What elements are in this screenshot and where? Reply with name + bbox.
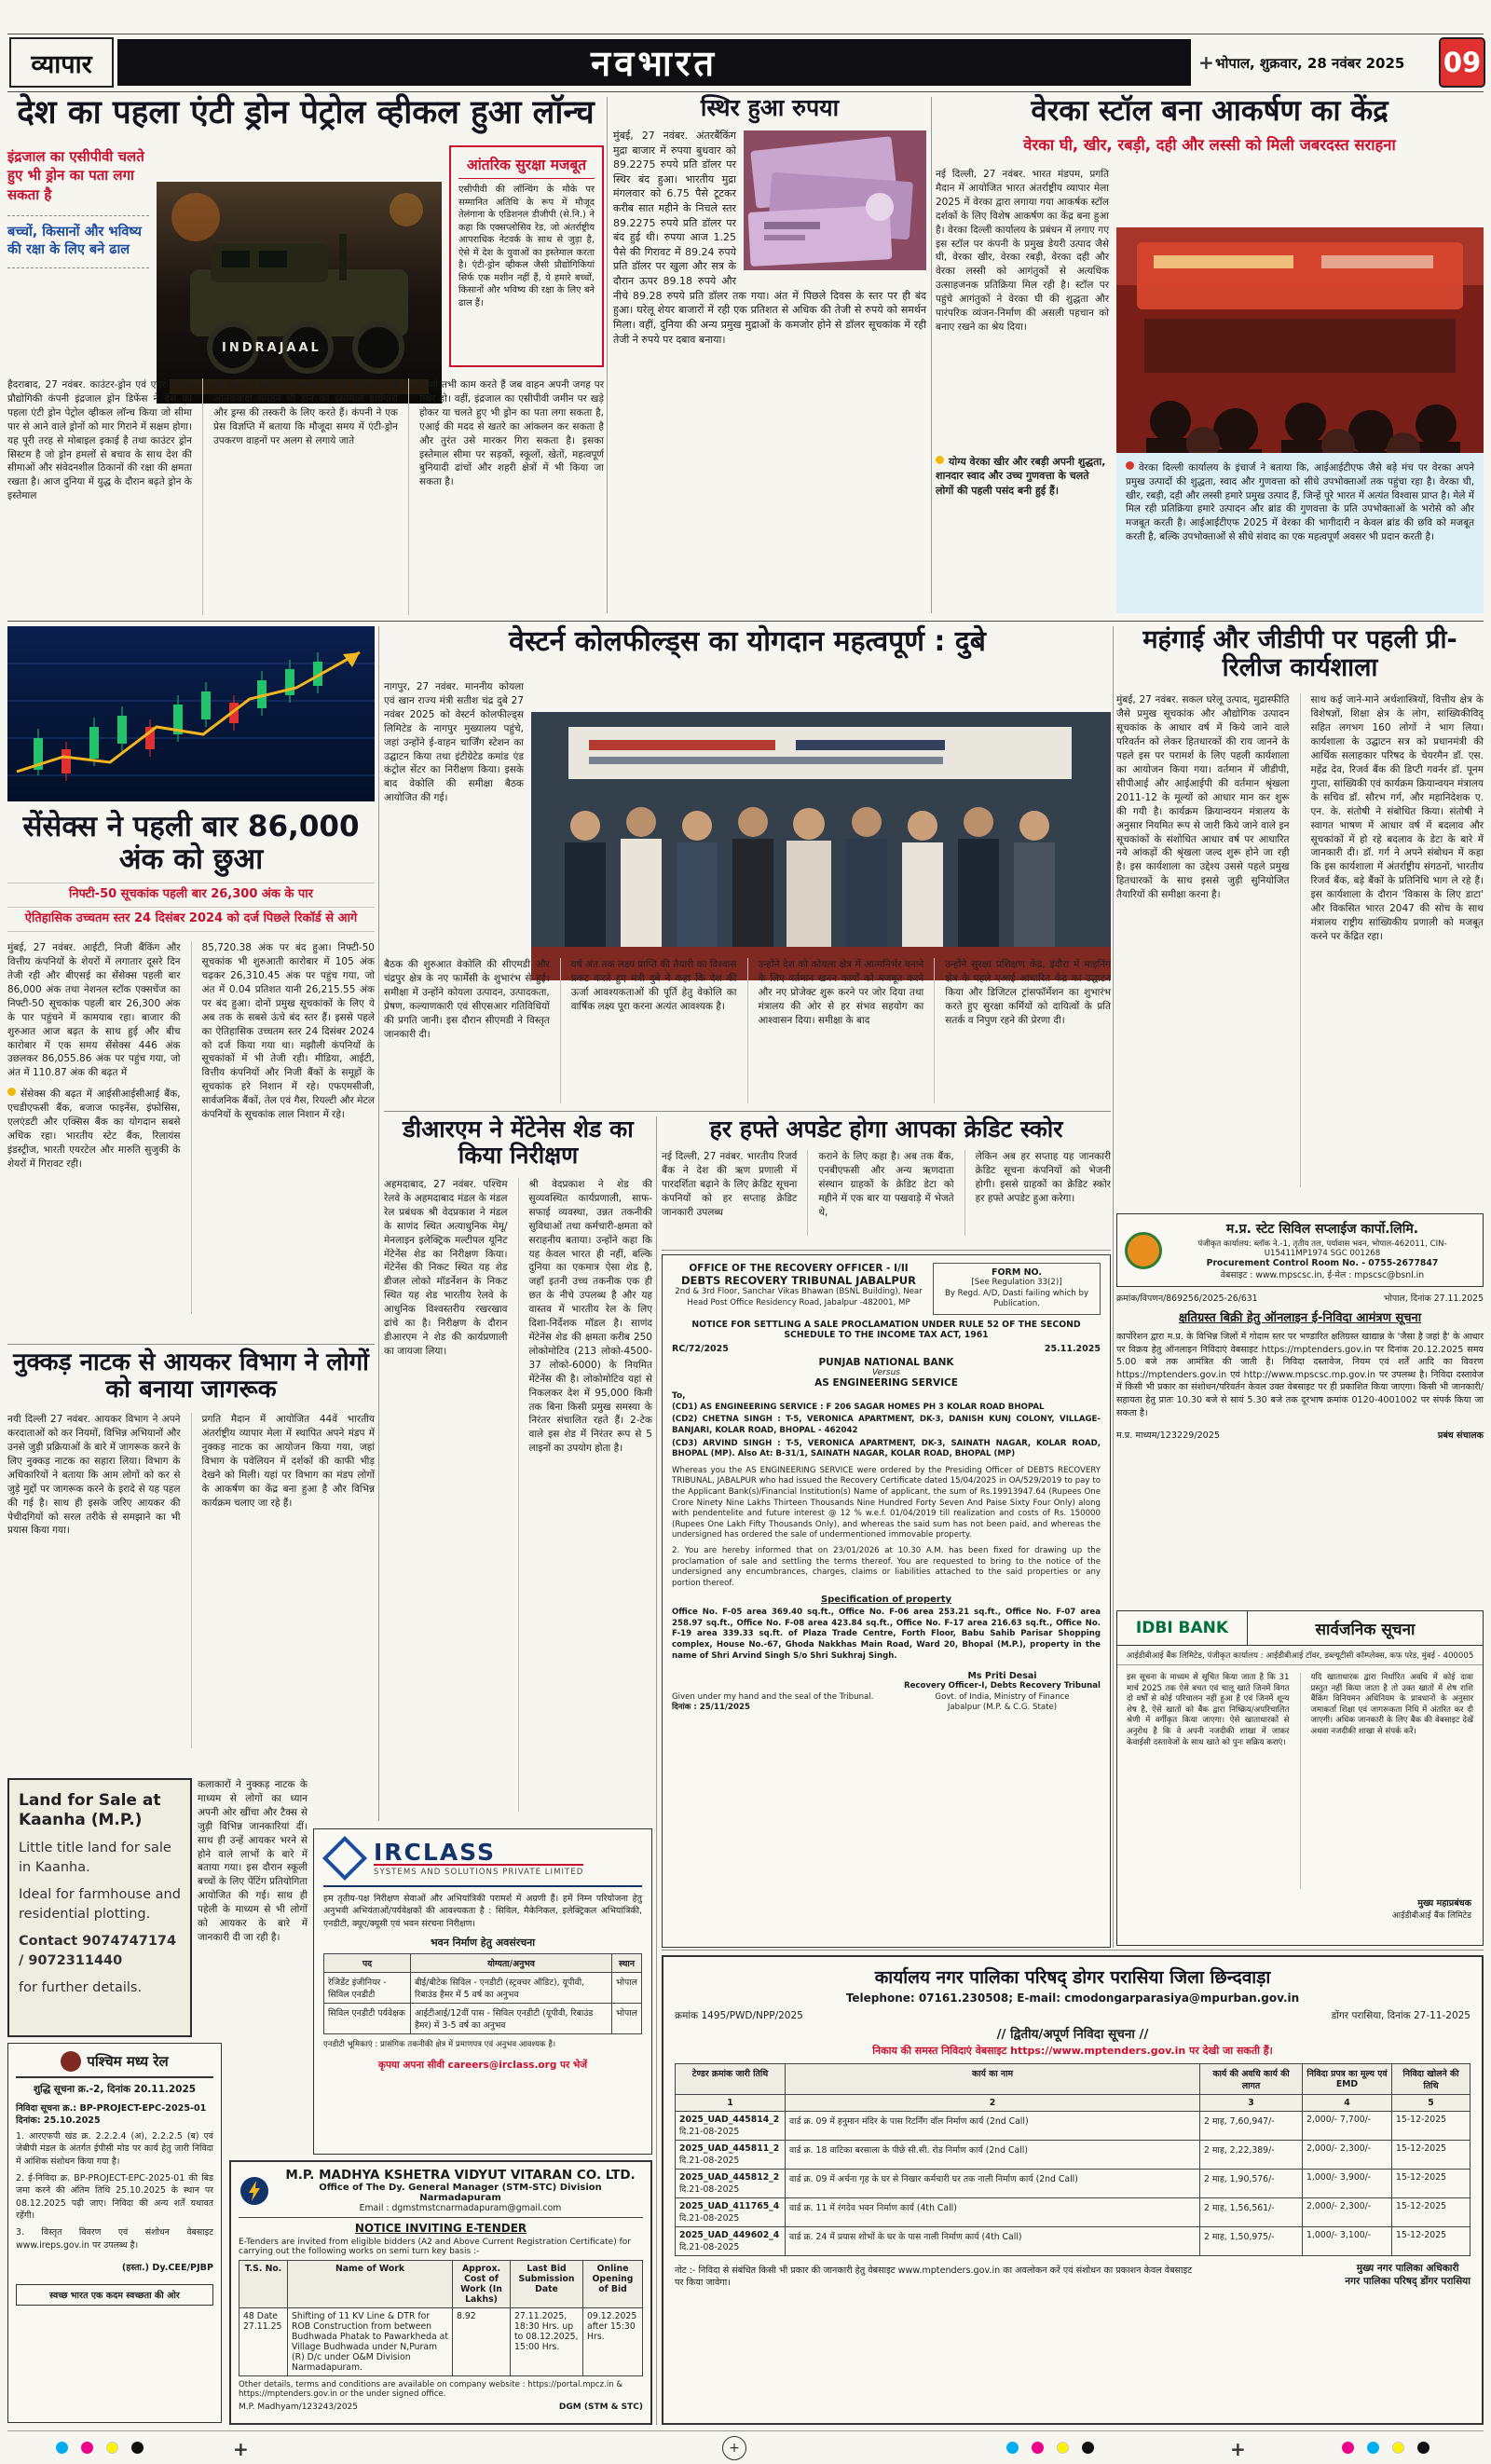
tender-table <box>675 2063 1470 2256</box>
article-body <box>1116 693 1484 1187</box>
notice-number: शुद्धि सूचना क्र.-2, दिनांक 20.11.2025 <box>33 2084 197 2095</box>
article-kicker-block <box>7 147 149 268</box>
index-cell: 5 <box>1392 2095 1470 2112</box>
qualification-cell: बीई/बीटेक सिविल - एनडीटी (स्ट्रक्चर ऑडिट), यूपीवी, रिबाउंड हैमर में 5 वर्ष का अनुभव <box>410 1973 611 2004</box>
tender-date: दि.21-08-2025 <box>679 2242 740 2252</box>
photo-caption <box>936 455 1109 498</box>
email-line: Email : dgmstmstcnarmadapuram@gmail.com <box>359 2203 562 2213</box>
drt-legal-notice <box>662 1254 1111 1948</box>
divider <box>7 2430 1484 2431</box>
divider <box>662 1250 1111 1251</box>
tender-id: 2025_UAD_445812_2 <box>679 2172 780 2183</box>
tender-id: 2025_UAD_445814_2 <box>679 2115 780 2125</box>
land-sale-ad <box>7 1778 192 2037</box>
article-body <box>7 941 375 1314</box>
article-credit-score <box>662 1116 1111 1245</box>
table-header: Approx. Cost of Work (In Lakhs) <box>453 2261 511 2308</box>
table-header: स्थान <box>612 1954 642 1973</box>
irclass-brand-sub: SYSTEMS AND SOLUTIONS PRIVATE LIMITED <box>374 1864 583 1877</box>
table-row <box>676 2112 1470 2141</box>
black-dot-icon <box>131 2442 144 2454</box>
ad-line: Ideal for farmhouse and residential plotting. <box>19 1886 181 1922</box>
divider <box>662 1950 1484 1951</box>
signatory: मुख्य महाप्रबंधक <box>1417 1898 1471 1909</box>
office-address: 2nd & 3rd Floor, Sanchar Vikas Bhawan (BSNL Building), Near Head Post Office Residency Road, Jabalpur -482001, MP <box>675 1287 923 1307</box>
spec-title: Specification of property <box>820 1595 952 1606</box>
notice-title: सार्वजनिक सूचना <box>1315 1620 1416 1639</box>
open-date-cell: 15-12-2025 <box>1392 2227 1470 2256</box>
irclass-logo-icon <box>322 1836 367 1881</box>
mpscsc-logo-icon <box>1125 1232 1162 1269</box>
article-body <box>613 129 926 347</box>
article-headline: वेरका स्टॉल बना आकर्षण का केंद्र <box>1031 94 1388 128</box>
railway-logo-icon <box>61 2051 81 2072</box>
notice-body: कार्पोरेशन द्वारा म.प्र. के विभिन्न जिलों में गोदाम स्तर पर भण्डारित क्षतिग्रस्त खाद्यान्न के 'जैसा है जहां है' के आधार पर विक्रय हेतु ऑनलाइन निविदाएं वेबसाइट https://mptenders.gov.in पर दिनांक 20.12.2025 समय 5.00 बजे तक आमंत्रित की जाती हैं। निविदा दस्तावेज, नियम एवं शर्तें आदि का विवरण https://mptenders.gov.in एवं http://www.mpscsc.mp.gov.in पर उपलब्ध है। निविदा दस्तावेज में किसी भी प्रकार का संशोधन/परिवर्तन केवल उक्त वेबसाइट पर ही प्रकाशित किया जाएगा। किसी भी जानकारी/सहायता हेतु प्रातः 10.30 बजे से सायं 5.30 बजे तक दूरभाष क्रमांक 0120-4001002 पर संपर्क किया जा सकता है। <box>1116 1332 1484 1418</box>
divider <box>7 1344 375 1345</box>
party-defendant: AS ENGINEERING SERVICE <box>814 1376 958 1389</box>
electricity-logo-icon <box>239 2175 270 2207</box>
table-row <box>676 2198 1470 2227</box>
body-column <box>7 941 181 1314</box>
table-row <box>676 2170 1470 2198</box>
registration-plus-icon: + <box>233 2438 249 2460</box>
currency-illustration <box>744 130 926 270</box>
work-name-cell: वार्ड क्र. 18 वाटिका बरसाला के पीछे सी.सी. रोड निर्माण कार्य (2nd Call) <box>786 2141 1200 2170</box>
ref-number: क्रमांक/विपणन/869256/2025-26/631 <box>1116 1294 1258 1304</box>
article-nukkad-natak <box>7 1349 375 1773</box>
article-headline: डीआरएम ने मेंटेनेस शेड का किया निरीक्षण <box>403 1116 634 1169</box>
table-title: भवन निर्माण हेतु अवसंरचना <box>430 1937 536 1950</box>
body-column: 85,720.38 अंक पर बंद हुआ। निफ्टी-50 सूचकांक भी शुरुआती कारोबार में 105 अंक चढ़कर 26,310.45 अंक पर पहुंच गया, जो अंत में 0.04 प्रतिशत यानी 26,215.55 अंक पर बंद हुआ। दोनों प्रमुख सूचकांकों के लिए ये अब तक के सबसे ऊंचे बंद स्तर हैं। इससे पहले का ऐतिहासिक उच्चतम स्तर 24 दिसंबर 2024 को दर्ज किया गया था। मझौली कंपनियों के सूचकांकों में भी तेजी रही। मीडिया, आईटी, वित्तीय कंपनियों और निजी बैंकों के समूहों के सूचकांक हरे निशान में रहे। एफएमसीजी, सार्वजनिक बैंकों, तेल एवं गैस, रियल्टी और मेटल कंपनियों के सूचकांक लाल निशान में रहे। <box>191 941 376 1314</box>
ad-note: एनडीटी भूमिकाएं : प्रासंगिक तकनीकी क्षेत्र में प्रमाणपत्र एवं अनुभव आवश्यक है। <box>323 2040 556 2050</box>
place-date: भोपाल, दिनांक 27.11.2025 <box>1383 1294 1484 1304</box>
notice-paragraph: 3. विस्तृत विवरण एवं संशोधन वेबसाइट www.ireps.gov.in पर उपलब्ध है। <box>16 2227 213 2251</box>
office-line: DEBTS RECOVERY TRIBUNAL JABALPUR <box>681 1274 916 1287</box>
divider <box>384 1111 1111 1112</box>
position-cell: रेजिडेंट इंजीनियर - सिविल एनडीटी <box>324 1973 411 2004</box>
notice-column: इस सूचना के माध्यम से सूचित किया जाता है कि 31 मार्च 2025 तक ऐसे बचत एवं चालू खाते जिनमें विगत दो वर्षों से कोई परिचालन नहीं हुआ है एवं जिनमें शून्य शेष है, ऐसे खातों को बैंक द्वारा निष्क्रिय/अपरिचालित श्रेणी में वर्गीकृत किया जाएगा। ऐसे खाताधारकों से अनुरोध है कि वे अपनी नजदीकी शाखा में जाकर केवाईसी दस्तावेजों के साथ खाते को पुनः सक्रिय कराएं। <box>1127 1673 1290 1747</box>
notice-paragraph: 2. ई-निविदा क्र. BP-PROJECT-EPC-2025-01 की बिड जमा करने की अंतिम तिथि 25.10.2025 के स्थान पर 08.12.2025 पढ़ी जाए। निविदा की अन्य शर्तें यथावत रहेंगी। <box>16 2173 213 2222</box>
location-cell: भोपाल <box>612 1973 642 2004</box>
period-cost-cell: 2 माह, 1,56,561/- <box>1200 2198 1303 2227</box>
ref-number: क्रमांक 1495/PWD/NPP/2025 <box>675 2010 803 2021</box>
article-headline: नुक्कड़ नाटक से आयकर विभाग ने लोगों को बनाया जागरूक <box>13 1348 369 1404</box>
article-wcl-dube <box>384 626 1111 1109</box>
tender-table <box>239 2260 643 2376</box>
body-column: नागपुर, 27 नवंबर. माननीय कोयला एवं खान राज्य मंत्री सतीश चंद्र दुबे 27 नवंबर 2025 को वेस्टर्न कोलफील्ड्स लिमिटेड के नागपुर मुख्यालय पहुंचे, जहां उन्होंने ई-वाहन चार्जिंग स्टेशन का उद्घाटन किया तथा इंटीग्रेटेड कमांड एंड कंट्रोल सेंटर का निरीक्षण किया। इसके बाद वेकोलि की समीक्षा बैठक आयोजित की गई। <box>384 681 524 804</box>
idbi-public-notice <box>1116 1610 1484 1946</box>
fee-emd-cell: 2,000/- 2,300/- <box>1303 2198 1392 2227</box>
article-gdp-workshop <box>1116 626 1484 1210</box>
page-number: 09 <box>1439 37 1485 88</box>
work-name-cell: वार्ड क्र. 11 में रंगदेव भवन निर्माण कार्य (4th Call) <box>786 2198 1200 2227</box>
index-row <box>676 2095 1470 2112</box>
office-title: कार्यालय नगर पालिका परिषद् डोगर परासिया जिला छिन्दवाड़ा <box>874 1967 1271 1988</box>
org-website: वेबसाइट : www.mpscsc.in, ई-मेल : mpscsc@bsnl.in <box>1220 1270 1425 1280</box>
article-body <box>384 1178 652 1812</box>
index-cell: 3 <box>1200 2095 1303 2112</box>
drone-vehicle-photo <box>157 182 442 404</box>
yellow-dot-icon <box>106 2442 118 2454</box>
ad-footer: for further details. <box>19 1979 143 1995</box>
body-column: नयी दिल्ली 27 नवंबर. आयकर विभाग ने अपने करदाताओं को कर नियमों, विभिन्न अभियानों और उनसे जुड़ी प्रक्रियाओं के बारे में जागरूक करने के लिए नुक्कड़ नाटक का सहारा लिया। विभाग के अधिकारियों ने बताया कि आम लोगों को कर से जुड़े मुद्दों पर जागरूक करने के इरादे से यह पहल की गई है। साथ ही इसके जरिए आयकर की पेचीदगियों को सरल तरीके से समझाने का भी प्रयास किया गया। <box>7 1414 181 1537</box>
notice-paragraph: 2. You are hereby informed that on 23/01/2026 at 10.30 A.M. has been fixed for drawing up the proclamation of sale and settling the terms thereof. You are requested to bring to the notice of the undersigned any encumbrances, charges, claims or liabilities attached to the said properties or any portion thereof. <box>672 1545 1101 1588</box>
table-header: निविदा खोलने की तिथि <box>1392 2064 1470 2095</box>
body-column: श्री वेदप्रकाश ने शेड की सुव्यवस्थित कार्यप्रणाली, साफ-सफाई व्यवस्था, उन्नत तकनीकी सुविधाओं तथा कर्मचारी-क्षमता को सराहनीय बताया। उन्होंने कहा कि यह केवल भारत ही नहीं, बल्कि दुनिया का एकमात्र ऐसा शेड है, जहाँ इतनी उच्च तकनीक एक ही छत के नीचे उपलब्ध है और यह वास्तव में भारतीय रेल के लिए दिशा-निर्देशक मॉडल है। साणंद मेंटेनेंस शेड की क्षमता करीब 250 लोकोमोटिव (213 लोको-4500-37 लोको-6000) के नियमित मेंटेनेंस की है। लोकोमोटिव यहां से निकलकर देश में 95,000 किमी तक बिना किसी प्रमुख समस्या के निरंतर संचालित रहते हैं। 2-टेक वाले इस शेड में निरंतर रूप से 5 लाइनों का उपयोग होता है। <box>518 1178 653 1812</box>
article-verka-stall <box>936 95 1484 615</box>
bullet-point: बच्चों, किसानों और भविष्य की रक्षा के लिए बने ढाल <box>7 215 149 268</box>
table-header: कार्य की अवधि कार्य की लागत <box>1200 2064 1303 2095</box>
open-date-cell: 15-12-2025 <box>1392 2112 1470 2141</box>
box-body: एसीपीवी की लॉन्चिंग के मौके पर सम्मानित अतिथि के रूप में मौजूद तेलंगाना के एडिशनल डीजीपी (से.नि.) ने कहा कि एक्सप्लोसिव रेड, जो अंतर्राष्ट्रीय आपराधिक नेटवर्क के साथ से जुड़ा है, ऐसे में देश के युवाओं का इस्तेमाल करता है। एंटी-ड्रोन व्हीकल जैसी प्रौद्योगिकियां सिर्फ एक मशीन नहीं हैं, ये हमारे बच्चों, किसानों और भविष्य की रक्षा के लिए बने ढाल हैं। <box>458 185 595 308</box>
swachh-bharat-tagline: स्वच्छ भारत एक कदम स्वच्छता की ओर <box>16 2284 213 2306</box>
quote-bullet-icon <box>1126 461 1134 470</box>
article-headline: देश का पहला एंटी ड्रोन पेट्रोल व्हीकल हुआ लॉन्च <box>17 94 595 131</box>
table-header: Name of Work <box>288 2261 453 2308</box>
tender-date: दि.21-08-2025 <box>679 2156 740 2166</box>
yellow-dot-icon <box>1057 2442 1069 2454</box>
notice-paragraph: 1. आरएफपी खंड क्र. 2.2.2.4 (अ), 2.2.2.5 (ब) एवं जेबीपी मंडल के अंतर्गत ईपीसी मोड पर कार्य हेतु जारी निविदा में आंशिक संशोधन किया गया है। <box>16 2131 213 2167</box>
form-regulation: [See Regulation 33(2)] <box>971 1278 1062 1287</box>
party-applicant: PUNJAB NATIONAL BANK <box>818 1356 954 1368</box>
period-cost-cell: 2 माह, 1,90,576/- <box>1200 2170 1303 2198</box>
tender-id: 2025_UAD_445811_2 <box>679 2143 780 2154</box>
qualification-cell: आईटीआई/12वीं पास - सिविल एनडीटी (यूपीवी, रिबाउंड हैमर) में 3-5 वर्ष का अनुभव <box>410 2004 611 2034</box>
nagar-palika-tender-notice <box>662 1955 1484 2425</box>
work-name-cell: वार्ड क्र. 24 में प्रयास शोभों के घर के पास नाली निर्माण कार्य (4th Call) <box>786 2227 1200 2256</box>
registration-plus-icon: + <box>1230 2438 1246 2460</box>
column-divider <box>378 626 379 1821</box>
table-header: टेण्डर क्रमांक जारी तिथि <box>676 2064 786 2095</box>
quote-text: वेरका दिल्ली कार्यालय के इंचार्ज ने बताया कि, आईआईटीएफ जैसे बड़े मंच पर वेरका अपने प्रमुख उत्पादों की शुद्धता, स्वाद और गुणवत्ता को सीधे उपभोक्ताओं तक पहुंचा रहा है। वेरका घी, खीर, रबड़ी, दही और लस्सी हमारे प्रमुख उत्पाद हैं, जिन्हें पूरे भारत में अत्यंत विश्वास प्राप्त है। मेले में मिल रही प्रतिक्रिया हमारे उत्पादन और ब्रांड की गुणवत्ता के प्रति उपभोक्ताओं के भरोसे को और मजबूत करती है। आईआईटीएफ 2025 में वेरका की भागीदारी न केवल ब्रांड की छवि को मजबूत करती है, बल्कि उपभोक्ताओं से सीधे संवाद का एक महत्वपूर्ण अवसर भी प्रदान करती है। <box>1126 462 1474 542</box>
registration-plus-icon: + <box>1198 51 1214 74</box>
caption-bullet-icon <box>936 456 944 464</box>
registration-target-icon: + <box>722 2436 746 2460</box>
signer-name: Ms Priti Desai <box>967 1671 1037 1682</box>
column-divider <box>607 97 608 613</box>
magenta-dot-icon <box>1032 2442 1044 2454</box>
article-drm-inspection <box>384 1116 652 1821</box>
body-paragraph: मुंबई, 27 नवंबर. आईटी, निजी बैंकिंग और वित्तीय कंपनियों के शेयरों में लगातार दूसरे दिन तेजी रही और बीएसई का सेंसेक्स पहली बार 86,000 अंक तथा नेशनल स्टॉक एक्सचेंज का निफ्टी-50 सूचकांक पहली बार 26,300 अंक के पार पहुंचने में कामयाब रहा। बाजार की शुरुआत आज बढ़त के साथ हुई और बीच कारोबार में एक समय सेंसेक्स 446 अंक उछलकर 86,055.86 अंक पर पहुंच गया, जो अंत में 110.87 अंक की बढ़त में <box>7 942 181 1079</box>
table-header: Online Opening of Bid <box>583 2261 643 2308</box>
madhyam-ref: म.प्र. माध्यम/123229/2025 <box>1116 1430 1220 1442</box>
kicker-line: निफ्टी-50 सूचकांक पहली बार 26,300 अंक के पार <box>7 883 375 908</box>
notice-title: NOTICE INVITING E-TENDER <box>354 2222 527 2235</box>
divider <box>7 621 1484 622</box>
telephone-line: Telephone: 07161.230508; E-mail: cmodongarparasiya@mpurban.gov.in <box>845 1992 1300 2005</box>
index-cell: 4 <box>1303 2095 1392 2112</box>
color-registration-marks <box>1006 2440 1102 2457</box>
column-divider <box>931 97 932 613</box>
body-column: हैं जो तभी काम करते हैं जब वाहन अपनी जगह पर स्थिर हो। वहीं, इंद्रजाल का एसीपीवी जमीन पर खड़े होकर या चलते हुए भी ड्रोन का पता लगा सकता है, एआई की मदद से खतरे का आंकलन कर सकता है और तुरंत उसे मारकर गिरा सकता है। इसका इस्तेमाल सीमा पर सड़कों, स्कूलों, खेतों, महत्वपूर्ण बुनियादी ढांचों और शहरी क्षेत्रों में भी किया जा सकता है। <box>408 378 604 615</box>
article-body <box>7 1413 375 1748</box>
article-headline: स्थिर हुआ रुपया <box>700 94 840 121</box>
org-name: M.P. MADHYA KSHETRA VIDYUT VITARAN CO. LTD. <box>285 2168 636 2183</box>
cd2-party: (CD2) CHETNA SINGH : T-5, VERONICA APARTMENT, DK-3, DANISH KUNJ COLONY, VILLAGE-BANJARI, KOLAR ROAD, BHOPAL - 462042 <box>672 1415 1101 1435</box>
cost-cell: 8.92 <box>453 2308 511 2376</box>
form-note: By Regd. A/D, Dasti failing which by Publication. <box>944 1288 1089 1309</box>
irclass-brand: IRCLASS <box>374 1838 497 1866</box>
location-cell: भोपाल <box>612 2004 642 2034</box>
table-header: T.S. No. <box>239 2261 288 2308</box>
body-column: को ध्यान में रखते हुए बनाया गया है। सीमा पार से आतंकवादी संगठन भी ड्रोन का इस्तेमाल हथियारों और ड्रग्स की तस्करी के लिए करते हैं। कंपनी ने एक प्रेस विज्ञप्ति में बताया कि मौजूदा समय में एंटी-ड्रोन उपकरण वाहनों पर अलग से लगाये जाते <box>202 378 398 615</box>
stock-market-graphic <box>7 626 375 801</box>
article-subhead: वेरका घी, खीर, रबड़ी, दही और लस्सी को मिली जबरदस्त सराहना <box>1023 135 1396 154</box>
last-bid-cell: 27.11.2025, 18:30 Hrs. up to 08.12.2025, 15:00 Hrs. <box>511 2308 583 2376</box>
table-row <box>676 2141 1470 2170</box>
form-no-label: FORM NO. <box>991 1267 1043 1278</box>
open-date-cell: 15-12-2025 <box>1392 2198 1470 2227</box>
black-dot-icon <box>1417 2442 1429 2454</box>
body-column: अहमदाबाद, 27 नवंबर. पश्चिम रेलवे के अहमदाबाद मंडल के मंडल रेल प्रबंधक श्री वेदप्रकाश ने मंडल के साणंद स्थित अत्याधुनिक मेमू/मेनलाइन इलेक्ट्रिक मल्टीपल यूनिट मेंटेनेंस शेड का निरीक्षण किया। मेंटेनेंस की निकट स्थित यह शेड डीजल लोको मॉडर्नेशन के निकट स्थित यह शेड भारतीय रेलवे के आधुनिक विश्वस्तरीय रखरखाव ढांचे का है। निरीक्षण के दौरान डीआरएम ने शेड की कार्यप्रणाली का जायजा लिया। <box>384 1179 508 1357</box>
box-title: आंतरिक सुरक्षा मजबूत <box>458 154 595 179</box>
idbi-logo: IDBI BANK <box>1135 1619 1229 1637</box>
notice-date: 25.11.2025 <box>1044 1343 1101 1354</box>
article-body <box>7 378 604 615</box>
highlight-bullet-icon <box>7 1088 16 1096</box>
table-row <box>239 2308 643 2376</box>
magenta-dot-icon <box>1342 2442 1354 2454</box>
rc-number: RC/72/2025 <box>672 1343 729 1354</box>
table-row <box>324 1973 642 2004</box>
body-column: लेकिन अब हर सप्ताह यह जानकारी क्रेडिट सूचना कंपनियों को भेजनी होगी। इससे ग्राहकों का क्रेडिट स्कोर हर हफ्ते अपडेट हुआ करेगा। <box>964 1150 1111 1236</box>
table-row <box>324 2004 642 2034</box>
ad-contact: Contact 9074747174 / 9072311440 <box>19 1933 177 1968</box>
masthead <box>117 39 1191 86</box>
article-headline: हर हफ्ते अपडेट होगा आपका क्रेडिट स्कोर <box>709 1116 1063 1143</box>
closing-line: Given under my hand and the seal of the Tribunal. <box>672 1691 874 1702</box>
drone-vehicle-illustration <box>157 182 442 404</box>
fee-emd-cell: 2,000/- 7,700/- <box>1303 2112 1392 2141</box>
body-column: हैदराबाद, 27 नवंबर. काउंटर-ड्रोन एवं एयर डिफेंस प्रौद्योगिकी कंपनी इंद्रजाल ड्रोन डिफेंस ने देश का पहला एंटी ड्रोन पेट्रोल व्हीकल लॉन्च किया जो सीमा पार से आने वाले ड्रोनों को मार गिराने में सक्षम होगा। यह पूरी तरह से मोबाइल इकाई है तथा काउंटर ड्रोन सिस्टम है जो ड्रोन हमलों से बचाव के साथ देश की सीमाओं और संवेदनशील ठिकानों की रक्षा की क्षमता रखता है। आज दुनिया में युद्ध के दौरान बढ़ते ड्रोन के इस्तेमाल <box>7 379 192 502</box>
group-photo-illustration <box>531 712 1111 980</box>
ad-title: Land for Sale at Kaanha (M.P.) <box>19 1791 161 1830</box>
section-label-text: व्यापार <box>31 49 92 79</box>
notice-title: // द्वितीय/अपूर्ण निविदा सूचना // <box>996 2027 1149 2042</box>
place-date: डोंगर परासिया, दिनांक 27-11-2025 <box>1331 2010 1470 2021</box>
position-cell: सिविल एनडीटी पर्यवेक्षक <box>324 2004 411 2034</box>
note-line: नोट :- निविदा से संबंधित किसी भी प्रकार की जानकारी हेतु वेबसाइट www.mptenders.gov.in का अवलोकन करें एवं संशोधन का प्रकाशन केवल वेबसाइट पर किया जावेगा। <box>675 2266 1193 2288</box>
signer-title: Recovery Officer-I, Debts Recovery Tribunal <box>903 1681 1101 1691</box>
notice-column: यदि खाताधारक द्वारा निर्धारित अवधि में कोई दावा प्रस्तुत नहीं किया जाता है तो उक्त खातों में शेष राशि बैंकिंग विनियमन अधिनियम के प्रावधानों के अनुसार जमाकर्ता शिक्षा एवं जागरूकता निधि में अंतरित कर दी जाएगी। अधिक जानकारी के लिए बैंक की वेबसाइट देखें अथवा नजदीकी शाखा से संपर्क करें। <box>1300 1673 1474 1889</box>
article-headline: महंगाई और जीडीपी पर पहली प्री-रिलीज कार्यशाला <box>1142 625 1457 683</box>
article-headline: वेस्टर्न कोलफील्ड्स का योगदान महत्वपूर्ण : दुबे <box>509 625 986 658</box>
body-column: उन्होंने देश को कोयला क्षेत्र में आत्मनिर्भर बनाने के लिए वर्तमान खनन कार्यों को मजबूत करने और नए प्रोजेक्ट शुरू करने पर जोर दिया तथा मंत्रालय की ओर से हर संभव सहयोग का आश्वासन दिया। समीक्षा के बाद <box>747 958 924 1103</box>
irclass-recruitment-ad <box>313 1828 652 2155</box>
index-cell: 1 <box>676 2095 786 2112</box>
positions-table <box>323 1953 642 2034</box>
property-spec: Office No. F-05 area 369.40 sq.ft., Office No. F-06 area 253.21 sq.ft., Office No. F-07 area 258.97 sq.ft., Office No. F-08 area 423.84 sq.ft., Office No. F-17 area 216.63 sq.ft., Office No. F-19 area 339.33 sq.ft. of Plaza Trade Centre, Forth Floor, Babu Sahib Parisar Shopping complex, House No.-67, Ghoda Nakkhas Main Road, Ward 20, Bhopal (M.P.), property in the name of Shri Arvind Singh S/o Shri Sukhraj Singh. <box>672 1608 1101 1661</box>
ad-line: Little title land for sale in Kaanha. <box>19 1840 171 1875</box>
wcl-group-photo <box>531 712 1111 980</box>
table-header: पद <box>324 1954 411 1973</box>
work-name-cell: वार्ड क्र. 09 में हनुमान मंदिर के पास रिटर्निंग वॉल निर्माण कार्य (2nd Call) <box>786 2112 1200 2141</box>
period-cost-cell: 2 माह, 2,22,389/- <box>1200 2141 1303 2170</box>
body-column: वर्ष अंत तक लक्ष्य प्राप्ति की तैयारी का विश्वास प्रकट करते हुए मंत्री दुबे ने कहा कि देश की ऊर्जा आवश्यकताओं की पूर्ति हेतु वेकोलि का वार्षिक लक्ष्य पूरा करना अत्यंत आवश्यक है। <box>560 958 737 1103</box>
body-column: उन्होंने सुरक्षा प्रशिक्षण केंद्र, इंदौरा में माइनिंग क्षेत्र के पहले एआई आधारित केंद्र का उद्घाटन किया और डिजिटल ट्रांसफॉर्मेशन का शुभारंभ करते हुए सुरक्षा कर्मियों को दायित्वों के प्रति सतर्क व निपुण रहने की प्रेरणा दी। <box>934 958 1111 1103</box>
table-header: Last Bid Submission Date <box>511 2261 583 2308</box>
work-cell: Shifting of 11 KV Line & DTR for ROB Construction from between Budhwada Phatak to Pawarkheda at Village Budhwada under N,Puram (R) D/c under O&M Division Narmadapuram. <box>288 2308 453 2376</box>
cd1-party: (CD1) AS ENGINEERING SERVICE : F 206 SAGAR HOMES PH 3 KOLAR ROAD BHOPAL <box>672 1402 1045 1412</box>
bank-address: आईडीबीआई बैंक लिमिटेड, पंजीकृत कार्यालय : आईडीबीआई टॉवर, डब्ल्यूटीसी कॉम्प्लेक्स, कफ परेड, मुंबई - 400005 <box>1117 1646 1483 1665</box>
tender-id: 2025_UAD_449602_4 <box>679 2230 780 2240</box>
currency-notes-photo <box>744 130 926 270</box>
notice-title: NOTICE FOR SETTLING A SALE PROCLAMATION UNDER RULE 52 OF THE SECOND SCHEDULE TO THE INCOME TAX ACT, 1961 <box>691 1319 1081 1340</box>
article-body <box>662 1150 1111 1236</box>
open-date-cell: 15-12-2025 <box>1392 2170 1470 2198</box>
tender-date: दि.21-08-2025 <box>679 2184 740 2195</box>
article-continuation-column: कलाकारों ने नुक्कड़ नाटक के माध्यम से लोगों का ध्यान अपनी ओर खींचा और टैक्स से जुड़ी विभिन्न जानकारियां दीं। साथ ही उन्हें आयकर भरने से होने वाले लाभों के बारे में बताया गया। इस दौरान स्कूली बच्चों के लिए पेंटिंग प्रतियोगिता आयोजित की गई। साथ ही पहेली के माध्यम से भी लोगों को आयकर के बारे में जानकारी दी जा रही है। <box>198 1779 308 1943</box>
table-header: योग्यता/अनुभव <box>410 1954 611 1973</box>
body-paragraph: मुंबई, 27 नवंबर. अंतरबैंकिंग मुद्रा बाजार में रुपया बुधवार को 89.2275 रुपये प्रति डॉलर पर स्थिर बंद हुआ। भारतीय मुद्रा मंगलवार को 6.75 पैसे टूटकर करीब सात महीने के निचले स्तर 89.2275 रुपये प्रति डॉलर पर बंद हुई थी। रुपया आज 1.25 पैसे की गिरावट में 89.24 रुपये प्रति डॉलर पर खुला और सत्र के दौरान ऊपर 89.18 रुपये और नीचे 89.28 रुपये प्रति डॉलर तक गया। अंत में पिछले दिवस के स्तर पर ही बंद हुआ। घरेलू शेयर बाजारों में रही एक प्रतिशत से अधिक की तेजी से रुपये को समर्थन मिला। वहीं, दुनिया की अन्य प्रमुख मुद्राओं के कमजोर होने से डॉलर सूचकांक में रही तेजी ने रुपये पर दबाव बनाया। <box>613 130 926 346</box>
madhyam-ref: M.P. Madhyam/123243/2025 <box>239 2402 359 2412</box>
period-cost-cell: 2 माह, 1,50,975/- <box>1200 2227 1303 2256</box>
table-row <box>676 2227 1470 2256</box>
fee-emd-cell: 1,000/- 3,100/- <box>1303 2227 1392 2256</box>
ts-no-cell: 48 Date 27.11.25 <box>239 2308 288 2376</box>
signatory: (हस्ता.) Dy.CEE/PJBP <box>121 2263 213 2274</box>
org-name: म.प्र. स्टेट सिविल सप्लाईज कार्पो.लिमि. <box>1225 1222 1419 1237</box>
table-header: निविदा प्रपत्र का मूल्य एवं EMD <box>1303 2064 1392 2095</box>
wcr-tender-notice <box>7 2043 222 2423</box>
notice-paragraph: Whereas you the AS ENGINEERING SERVICE were ordered by the Presiding Officer of DEBTS RECOVERY TRIBUNAL, JABALPUR who had issued the Recovery Certificate dated 15/04/2025 in OA/529/2019 to pay to the Applicant Bank(s)/Financial Institution(s) Name of applicant, the sum of Rs.19913947.64 (Rupees One Crore Ninety Nine Lakhs Thirteen Thousands Nine Hundred Forty Seven And Paise Sixty Four Only) along with pendentelite and future interest @ 12 % w.e.f. 01/04/2019 till realization and costs of Rs. 150000 (Rupees One Lakh Fifty Thousands Only), and whereas the said sum has not been paid, and whereas the undersigned has ordered the sale of undermentioned immovable property. <box>672 1465 1101 1540</box>
fee-emd-cell: 2,000/- 2,300/- <box>1303 2141 1392 2170</box>
kicker-line: ऐतिहासिक उच्चतम स्तर 24 दिसंबर 2024 को दर्ज पिछले रिकॉर्ड से आगे <box>7 908 375 932</box>
caption-text: योग्य वेरका खीर और रबड़ी अपनी शुद्धता, शानदार स्वाद और उच्च गुणवत्ता के चलते लोगों की पहली पसंद बनी हुई हैं। <box>936 456 1106 497</box>
website-line: निकाय की समस्त निविदाएं वेबसाइट https://www.mptenders.gov.in पर देखी जा सकती हैं। <box>872 2045 1273 2057</box>
color-registration-marks <box>56 2440 152 2457</box>
org-address: पंजीकृत कार्यालय: ब्लॉक ने.-1, तृतीय तल, पर्यावास भवन, भोपाल-462011, CIN-U15411MP1974 SGC 001268 <box>1197 1239 1447 1258</box>
table-header: कार्य का नाम <box>786 2064 1200 2095</box>
cyan-dot-icon <box>1006 2442 1019 2454</box>
article-drone-launch <box>7 95 604 617</box>
tender-id: 2025_UAD_411765_4 <box>679 2201 780 2211</box>
article-sensex-record <box>7 626 375 1342</box>
black-dot-icon <box>1082 2442 1094 2454</box>
mpmkv-etender-notice <box>229 2160 652 2425</box>
body-column: साथ कई जा​ने-माने अर्थशास्त्रियों, वित्तीय क्षेत्र के विशेषज्ञों, शिक्षा क्षेत्र के लोग, सांख्यिकीविद् सहित लगभग 160 लोगों ने भाग लिया। कार्यशाला के उद्घाटन सत्र को प्रधानमंत्री की आर्थिक सलाहकार परिषद के चेयरमैन डॉ. एस. महेंद्र देव, रिजर्व बैंक की डिप्टी गवर्नर डॉ. पूनम गुप्ता, सांख्यिकी एवं कार्यक्रम क्रियान्वयन मंत्रालय के सचिव डॉ. सौरभ गर्ग, और महानिदेशक ए. एन. के. संतोषी ने संबोधित किया। संतोषी ने स्वागत भाषण में आधार वर्ष में बदलाव और सूचकांकों में हो रहे बदलाव के डेटा के बारे में जानकारी दी। डॉ. गर्ग ने अपने संबोधन में कहा कि इस कार्यशाला में अंतर्राष्ट्रीय संगठनों, भारतीय रिजर्व बैंक, बड़े बैंकों के प्रतिनिधि भाग ले रहे हैं। इस कार्यशाला के दौरान 'विकास के लिए डाटा' और विकसित भारत 2047 की सोच के साथ मंत्रालय राष्ट्रीय सांख्यिकीय प्रणाली को मजबूत करने पर केंद्रित रहा। <box>1300 693 1484 1187</box>
vehicle-brand-text: INDRAJAAL <box>222 341 321 356</box>
to-label: To, <box>672 1390 686 1401</box>
signatory-org: आईडीबीआई बैंक लिमिटेड <box>1391 1911 1471 1921</box>
signatory: DGM (STM & STC) <box>558 2402 643 2412</box>
tender-ref: निविदा सूचना क्र.: BP-PROJECT-EPC-2025-01 दिनांक: 25.10.2025 <box>16 2103 207 2126</box>
color-registration-marks <box>1342 2440 1438 2457</box>
article-headline: सेंसेक्स ने पहली बार 86,000 अंक को छुआ <box>22 810 360 876</box>
ad-email-line: कृपया अपना सीवी careers@irclass.org पर भेजें <box>377 2059 588 2071</box>
notice-intro: E-Tenders are invited from eligible bidders (A2 and Above Current Registration Certificate) for carrying out the following works on semi turn key basis :- <box>239 2238 631 2256</box>
magenta-dot-icon <box>81 2442 93 2454</box>
dateline: भोपाल, शुक्रवार, 28 नवंबर 2025 <box>1215 55 1405 72</box>
divider <box>7 91 1484 92</box>
fee-emd-cell: 1,000/- 3,900/- <box>1303 2170 1392 2198</box>
body-column: बैठक की शुरुआत वेकोलि की सीएमडी और चंद्रपुर क्षेत्र के नए फार्मेसी के शुभारंभ से हुई। समीक्षा में उन्होंने कोयला उत्पादन, उत्पादकता, प्रेषण, कल्याणकारी एवं सीएसआर गतिविधियों की प्रगति जानी। इस दौरान सीएमडी ने विस्तृत जानकारी दी। <box>384 959 550 1040</box>
highlight-paragraph <box>7 1088 181 1170</box>
versus-label: Versus <box>872 1367 900 1377</box>
body-column: नई दिल्ली, 27 नवंबर. भारतीय रिजर्व बैंक ने देश की ऋण प्रणाली में पारदर्शिता बढ़ाने के लिए क्रेडिट सूचना कंपनियों को हर सप्ताह क्रेडिट जानकारी उपलब्ध <box>662 1151 798 1218</box>
masthead-text: नवभारत <box>591 43 718 84</box>
notice-title: क्षतिग्रस्त बिक्री हेतु ऑनलाइन ई-निविदा आमंत्रण सूचना <box>1178 1311 1422 1325</box>
period-cost-cell: 2 माह, 7,60,947/- <box>1200 2112 1303 2141</box>
opening-cell: 09.12.2025 after 15:30 Hrs. <box>583 2308 643 2376</box>
cyan-dot-icon <box>56 2442 68 2454</box>
yellow-dot-icon <box>1392 2442 1404 2454</box>
cd3-party: (CD3) ARVIND SINGH : T-5, VERONICA APARTMENT, DK-3, SAINATH NAGAR, KOLAR ROAD, BHOPAL (MP). Also At: B-31/1, SAINATH NAGAR, KOLAR ROAD, BHOPAL (MP) <box>672 1438 1101 1459</box>
org-name: पश्चिम मध्य रेल <box>87 2053 169 2070</box>
tender-date: दि.21-08-2025 <box>679 2127 740 2137</box>
control-room-line: Procurement Control Room No. - 0755-2677847 <box>1206 1258 1439 1268</box>
signatory: मुख्य नगर पालिका अधिकारी <box>1356 2263 1459 2274</box>
work-name-cell: वार्ड क्र. 09 में अर्चना गृह के घर से निखार कर्मचारी घर तक नाली निर्माण कार्य (2nd Call) <box>786 2170 1200 2198</box>
article-body <box>384 958 1111 1103</box>
open-date-cell: 15-12-2025 <box>1392 2141 1470 2170</box>
column-divider <box>1113 626 1114 1948</box>
body-column: प्रगति मैदान में आयोजित 44वें भारतीय अंतर्राष्ट्रीय व्यापार मेला में स्थापित अपने मंडप में नुक्कड़ नाटक का आयोजन किया गया, जहां विभाग के पवेलियन में दर्शकों की काफी भीड़ देखने को मिली। यहां पर विभाग का मंडप लोगों के आकर्षण का केंद्र बना हुआ है और विभिन्न कार्यक्रम चलाए जा रहे हैं। <box>191 1413 376 1748</box>
highlight-text: सेंसेक्स की बढ़त में आईसीआईसीआई बैंक, एचडीएफसी बैंक, बजाज फाइनेंस, इंफोसिस, एलएंडटी और एक्सिस बैंक का योगदान सबसे अधिक रहा। भारतीय स्टेट बैंक, रिलायंस इंडस्ट्रीज, भारती एयरटेल और मारुति सुजुकी के शेयरों में गिरावट रही। <box>7 1088 181 1170</box>
signer-title: Jabalpur (M.P. & C.G. State) <box>947 1703 1058 1713</box>
body-column: नई दिल्ली, 27 नवंबर. भारत मंडपम, प्रगति मैदान में आयोजित भारत अंतर्राष्ट्रीय व्यापार मेला 2025 में वेरका द्वारा लगाया गया आकर्षक स्टॉल दर्शकों के लिए विशेष आकर्षण का केंद्र बना हुआ है। वेरका दिल्ली कार्यालय के प्रबंधन में लगाए गए इस स्टॉल पर कंपनी के प्रमुख डेयरी उत्पाद जैसे घी, वेरका खीर, वेरका रबड़ी, वेरका दही और वेरका लस्सी को आगंतुकों से अत्यधिक उत्साहजनक प्रतिक्रिया मिल रही है। स्टॉल पर पहुंचे आगंतुकों ने वेरका घी की शुद्धता और पारंपरिक व्यंजन-निर्माण की असली पहचान को बनाए रखने का श्रेय दिया। <box>936 169 1109 333</box>
mpscsc-tender-notice <box>1116 1213 1484 1605</box>
index-cell: 2 <box>786 2095 1200 2112</box>
office-line: Office of The Dy. General Manager (STM-STC) Division Narmadapuram <box>319 2183 602 2203</box>
body-column: मुंबई, 27 नवंबर. सकल घरेलू उत्पाद, मुद्रास्फीति जैसे प्रमुख सूचकांक और औद्योगिक उत्पादन सूचकांक के आधार वर्ष में किये जाने वाले परिवर्तन को लेकर हितधारकों की राय जानने के पहले इस पर परामर्श के लिए पहली कार्यशाला का आयोजन किया गया। वर्तमान में जीडीपी, सीपीआई और आईआईपी की वर्तमान श्रृंखला 2011-12 के मूल्यों को आधार मान कर शुरू की गयी है। कार्यक्रम क्रियान्वयन मंत्रालय के अनुसार नियमित रूप से जारी किये जाने वाले इन सूचकांकों के संशोधित आधार वर्ष पर आधारित नये आंकड़ों की श्रृंखला जल्द शुरू होने जा रही है। इस कार्यशाला का उद्देश्य उससे पहले प्रमुख हितधारकों के साथ इससे जुड़ी सुनियोजित तैयारियों की समीक्षा करना है। <box>1116 694 1290 901</box>
notice-footer: Other details, terms and conditions are available on company website : https://portal.mpcz.in & https://mptenders.gov.in or the under signed office. <box>239 2380 623 2399</box>
ad-intro: हम तृतीय-पक्ष निरीक्षण सेवाओं और अभियांत्रिकी परामर्श में अग्रणी हैं। हमें निम्न परियोजना हेतु अनुभवी अभियंताओं/पर्यवेक्षकों की आवश्यकता है : सिविल, मैकेनिकल, इलेक्ट्रिकल अभियांत्रिकी, एनडीटी, क्यूए/क्यूसी एवं भवन संरचना निरीक्षण। <box>323 1894 642 1929</box>
section-label <box>9 37 114 88</box>
office-line: OFFICE OF THE RECOVERY OFFICER - I/II <box>689 1263 909 1274</box>
kicker-text: इंद्रजाल का एसीपीवी चलते हुए भी ड्रोन का पता लगा सकता है <box>7 148 144 203</box>
signatory-org: नगर पालिका परिषद् डोंगर परासिया <box>1345 2276 1470 2287</box>
verka-quote-box <box>1116 453 1484 613</box>
article-rupee-stable <box>613 95 926 617</box>
market-chart-illustration <box>7 626 375 801</box>
signer-title: Govt. of India, Ministry of Finance <box>935 1691 1070 1702</box>
signatory: प्रबंध संचालक <box>1437 1430 1484 1442</box>
closing-date: दिनांक : 25/11/2025 <box>672 1703 750 1713</box>
security-highlight-box <box>449 145 604 367</box>
body-column: कराने के लिए कहा है। अब तक बैंक, एनबीएफसी और अन्य ऋणदाता संस्थान ग्राहकों के क्रेडिट डेटा को महीने में एक बार या पखवाड़े में भेजते थे, <box>807 1150 953 1236</box>
cyan-dot-icon <box>1367 2442 1379 2454</box>
tender-date: दि.21-08-2025 <box>679 2213 740 2224</box>
column-divider <box>656 1116 657 2425</box>
